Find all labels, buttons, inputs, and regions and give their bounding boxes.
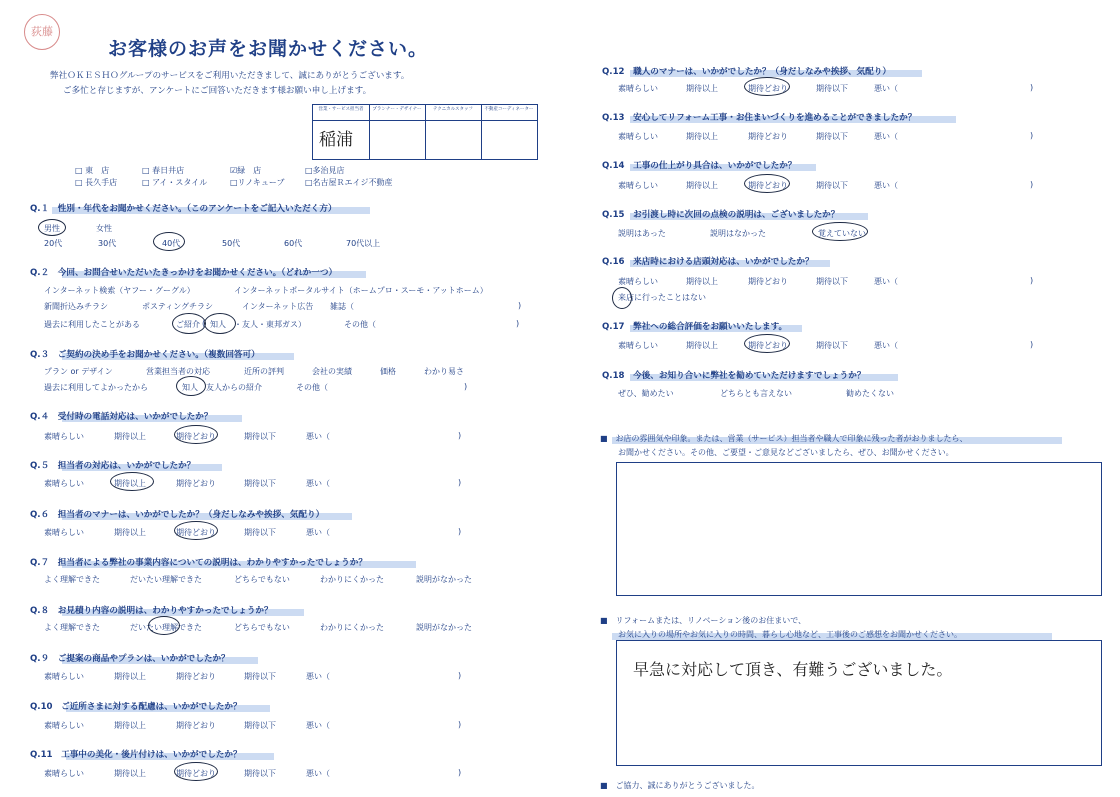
q6-expected-circle [174,521,218,540]
q3-opt-other: その他（ [296,383,328,392]
q3-opt-reputation: 近所の評判 [244,367,284,376]
q15-title: Q.15 お引渡し時に次回の点検の説明は、ございましたか？ [602,210,840,220]
q11-opt-expected: 期待どおり [176,769,216,778]
q11-opt-below: 期待以下 [244,769,276,778]
q2-opt-posting: ポスティングチラシ [142,302,214,311]
q15-opt-3: 覚えていない [818,229,866,238]
q17-opt-bad: 悪い（ [874,341,898,350]
q10-opt-bad: 悪い（ [306,721,330,730]
q10-opt-expected: 期待どおり [176,721,216,730]
q6-opt-excellent: 素晴らしい [44,528,84,537]
q2-acquaintance-circle [204,313,236,334]
q4-opt-above: 期待以上 [114,432,146,441]
q6-title: Q.６ 担当者のマナーは、いかがでしたか？（身だしなみや挨拶、気配り） [30,510,325,520]
staff-header-planner: プランナー・デザイナー [372,107,422,112]
q18-opt-1: ぜひ、勧めたい [618,389,674,398]
comment2-prompt-1: ■ リフォームまたは、リノベーション後のお住まいで、 [600,616,807,625]
q2-opt-magazine-close: ) [518,301,522,310]
q8-opt-2: だいたい理解できた [130,623,202,632]
q2-referral-circle [172,313,206,334]
staff-table [312,104,538,160]
q2-opt-past: 過去に利用したことがある [44,320,140,329]
q14-opt-bad-close: ) [1030,180,1034,189]
q1-age-60: 60代 [284,239,303,248]
store-midori: ☑緑 店 [230,166,262,175]
staff-header-realestate: 不動産コーディネーター [484,107,534,112]
q10-opt-below: 期待以下 [244,721,276,730]
q9-opt-below: 期待以下 [244,672,276,681]
q1-male: 男性 [44,224,60,233]
footer-thanks: ■ ご協力、誠にありがとうございました。 [600,781,760,790]
q17-opt-below: 期待以下 [816,341,848,350]
q7-opt-5: 説明がなかった [416,575,472,584]
q2-paren-open: ( [202,319,206,328]
stamp-seal [24,14,60,50]
q2-opt-newspaper: 新聞折込みチラシ [44,302,108,311]
q4-opt-below: 期待以下 [244,432,276,441]
q3-opt-sales: 営業担当者の対応 [146,367,210,376]
q18-opt-2: どちらとも言えない [720,389,792,398]
q5-opt-expected: 期待どおり [176,479,216,488]
comment2-handwriting: 早急に対応して頂き、有難うございました。 [633,660,953,679]
q1-age-30: 30代 [98,239,117,248]
q14-opt-above: 期待以上 [686,181,718,190]
q11-opt-excellent: 素晴らしい [44,769,84,778]
q16-opt-excellent: 素晴らしい [618,277,658,286]
stamp-text: 荻藤 [31,25,53,38]
page-title: お客様のお声をお聞かせください。 [108,38,429,60]
q8-opt-1: よく理解できた [44,623,100,632]
q16-opt-below: 期待以下 [816,277,848,286]
q18-title: Q.18 今後、お知り合いに弊社を勧めていただけますでしょうか？ [602,371,866,381]
q3-acquaintance-circle [176,376,206,396]
store-nagoya-r: □名古屋Ｒエイジ不動産 [305,178,393,187]
q16-opt-never: 来店に行ったことはない [618,293,706,302]
q5-opt-excellent: 素晴らしい [44,479,84,488]
q6-opt-bad-close: ) [458,527,462,536]
q14-expected-circle [744,174,790,193]
q5-opt-bad-close: ) [458,478,462,487]
q3-opt-price: 価格 [380,367,396,376]
comment2-box [616,640,1102,766]
sales-staff-name: 稲浦 [319,130,353,150]
q2-opt-magazine: 雑誌（ [330,302,354,311]
q4-opt-excellent: 素晴らしい [44,432,84,441]
q11-title: Q.11 工事中の美化・後片付けは、いかがでしたか？ [30,750,242,760]
q7-opt-3: どちらでもない [234,575,290,584]
q1-male-circle [38,219,66,236]
q16-opt-bad: 悪い（ [874,277,898,286]
q3-opt-clarity: わかり易さ [424,367,464,376]
q17-title: Q.17 弊社への総合評価をお願いいたします。 [602,322,788,332]
q12-opt-below: 期待以下 [816,84,848,93]
q17-expected-circle [744,334,790,353]
q9-opt-bad: 悪い（ [306,672,330,681]
q3-opt-past: 過去に利用してよかったから [44,383,148,392]
q13-opt-bad: 悪い（ [874,132,898,141]
q3-title: Q.３ ご契約の決め手をお聞かせください。（複数回答可） [30,350,260,360]
q7-opt-4: わかりにくかった [320,575,384,584]
q8-title: Q.８ お見積り内容の説明は、わかりやすかったでしょうか？ [30,606,273,616]
q7-opt-2: だいたい理解できた [130,575,202,584]
q1-age-70: 70代以上 [346,239,381,248]
q12-title: Q.12 職人のマナーは、いかがでしたか？（身だしなみや挨拶、気配り） [602,67,891,77]
q17-opt-excellent: 素晴らしい [618,341,658,350]
q2-opt-portal: インターネットポータルサイト（ホームプロ・スーモ・アットホーム） [234,286,488,295]
q12-expected-circle [744,77,790,96]
store-kasugai: □ 春日井店 [142,166,185,175]
q10-title: Q.10 ご近所さまに対する配慮は、いかがでしたか？ [30,702,242,712]
store-istyle: □ アイ・スタイル [142,178,208,187]
q15-opt-1: 説明はあった [618,229,666,238]
q13-title: Q.13 安心してリフォーム工事・お住まいづくりを進めることができましたか？ [602,113,917,123]
q6-opt-bad: 悪い（ [306,528,330,537]
q7-opt-1: よく理解できた [44,575,100,584]
q9-opt-bad-close: ) [458,671,462,680]
q2-opt-friend: ・友人・東邦ガス） [234,320,306,329]
store-higashi: □ 東 店 [75,166,110,175]
q10-opt-excellent: 素晴らしい [44,721,84,730]
q16-title: Q.16 来店時における店頭対応は、いかがでしたか？ [602,257,814,267]
q13-opt-below: 期待以下 [816,132,848,141]
q4-opt-bad: 悪い（ [306,432,330,441]
comment1-prompt-2: お聞かせください。その他、ご要望・ご意見などございましたら、ぜひ、お聞かせください。 [618,448,954,457]
store-nagakute: □ 長久手店 [75,178,118,187]
store-tajimi: □多治見店 [305,166,345,175]
q5-above-circle [110,472,154,491]
q3-opt-friend: 友人からの紹介 [206,383,262,392]
q16-opt-bad-close: ) [1030,276,1034,285]
q2-opt-other: その他（ [344,320,376,329]
q1-female: 女性 [96,224,112,233]
q12-opt-excellent: 素晴らしい [618,84,658,93]
q18-opt-3: 勧めたくない [846,389,894,398]
q10-opt-bad-close: ) [458,720,462,729]
q4-opt-bad-close: ) [458,431,462,440]
store-renocube: □リノキューブ [230,178,285,187]
comment1-box [616,462,1102,596]
q11-opt-bad-close: ) [458,768,462,777]
q14-opt-expected: 期待どおり [748,181,788,190]
q14-opt-excellent: 素晴らしい [618,181,658,190]
intro-line-1: 弊社ＯＫＥＳＨＯグループのサービスをご利用いただきまして、誠にありがとうございます。 [50,71,410,81]
q3-opt-record: 会社の実績 [312,367,352,376]
q9-opt-excellent: 素晴らしい [44,672,84,681]
q13-opt-excellent: 素晴らしい [618,132,658,141]
q12-opt-expected: 期待どおり [748,84,788,93]
q12-opt-bad: 悪い（ [874,84,898,93]
q10-opt-above: 期待以上 [114,721,146,730]
comment1-prompt-1: ■ お店の雰囲気や印象。または、営業（サービス）担当者や職人で印象に残った者がおりましたら、 [600,434,968,443]
q6-opt-below: 期待以下 [244,528,276,537]
q14-opt-below: 期待以下 [816,181,848,190]
comment2-prompt-2: お気に入りの場所やお気に入りの時間、暮らし心地など、工事後のご感想をお聞かせください。 [618,630,962,639]
q2-opt-referral: ご紹介 [176,320,200,329]
q6-opt-expected: 期待どおり [176,528,216,537]
q17-opt-expected: 期待どおり [748,341,788,350]
q6-opt-above: 期待以上 [114,528,146,537]
q15-opt-3-circle [812,222,868,241]
q1-age-20: 20代 [44,239,63,248]
q9-title: Q.９ ご提案の商品やプランは、いかがでしたか？ [30,654,230,664]
staff-header-sales: 営業・サービス担当者 [318,107,364,112]
q11-opt-above: 期待以上 [114,769,146,778]
intro-line-2: ご多忙と存じますが、アンケートにご回答いただきます様お願い申し上げます。 [63,86,372,96]
q9-opt-expected: 期待どおり [176,672,216,681]
q5-opt-above: 期待以上 [114,479,146,488]
q3-opt-acquaintance: 知人 [182,383,198,392]
q14-title: Q.14 工事の仕上がり具合は、いかがでしたか？ [602,161,797,171]
q16-opt-expected: 期待どおり [748,277,788,286]
q4-opt-expected: 期待どおり [176,432,216,441]
q1-title: Q.１ 性別・年代をお聞かせください。（このアンケートをご記入いただく方） [30,204,337,214]
q4-title: Q.４ 受付時の電話対応は、いかがでしたか？ [30,412,213,422]
q12-opt-bad-close: ) [1030,83,1034,92]
q14-opt-bad: 悪い（ [874,181,898,190]
q11-expected-circle [174,762,218,781]
q11-opt-bad: 悪い（ [306,769,330,778]
q3-opt-plan: プラン or デザイン [44,367,113,376]
q5-opt-bad: 悪い（ [306,479,330,488]
q2-opt-search: インターネット検索（ヤフー・グーグル） [44,286,195,295]
q1-age-40: 40代 [162,239,181,248]
q9-opt-above: 期待以上 [114,672,146,681]
q8-opt-3: どちらでもない [234,623,290,632]
q5-opt-below: 期待以下 [244,479,276,488]
q3-opt-other-close: ) [464,382,468,391]
q13-opt-above: 期待以上 [686,132,718,141]
q2-opt-acquaintance: 知人 [210,320,226,329]
q5-title: Q.５ 担当者の対応は、いかがでしたか？ [30,461,196,471]
q2-title: Q.２ 今回、お問合せいただいたきっかけをお聞かせください。（どれか一つ） [30,268,338,278]
q4-expected-circle [174,425,218,444]
q1-age-40-circle [153,232,185,251]
q16-opt-above: 期待以上 [686,277,718,286]
q13-opt-bad-close: ) [1030,131,1034,140]
q2-opt-other-close: ) [516,319,520,328]
q17-opt-bad-close: ) [1030,340,1034,349]
q12-opt-above: 期待以上 [686,84,718,93]
q7-title: Q.７ 担当者による弊社の事業内容についての説明は、わかりやすかったでしょうか？ [30,558,367,568]
q13-opt-expected: 期待どおり [748,132,788,141]
q2-opt-webad: インターネット広告 [242,302,314,311]
staff-header-tech: テクニカルスタッフ [432,107,474,112]
q1-age-50: 50代 [222,239,241,248]
q8-opt-5: 説明がなかった [416,623,472,632]
q16-never-circle [612,287,632,309]
q8-opt-4: わかりにくかった [320,623,384,632]
q8-opt-2-circle [148,616,180,635]
q17-opt-above: 期待以上 [686,341,718,350]
q15-opt-2: 説明はなかった [710,229,766,238]
